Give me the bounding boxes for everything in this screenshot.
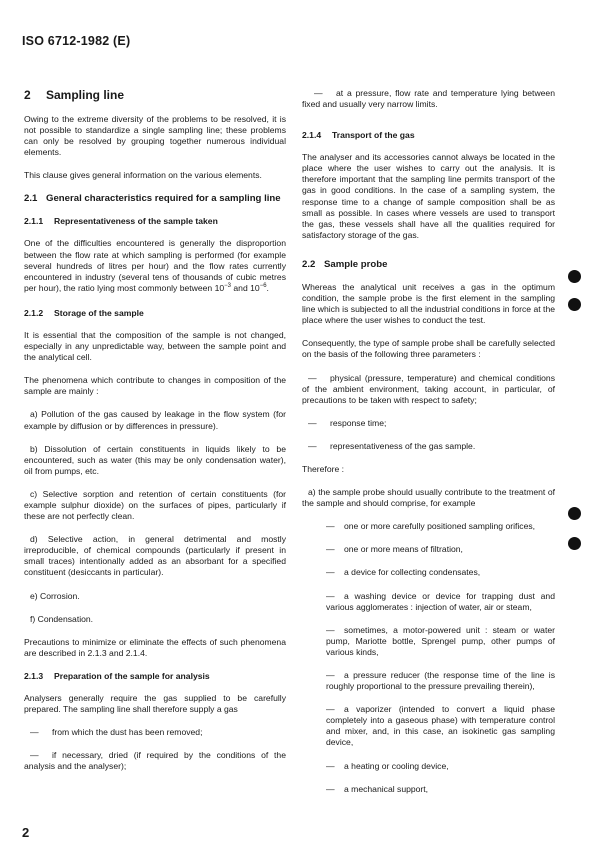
dash-list-item: — a washing device or device for trapping dust and various agglomerates : injection of water, air or steam, bbox=[326, 590, 555, 612]
paragraph: One of the difficulties encountered is generally the disproportion between the flow rate at which sampling is performed (for example several hundreds of litres per hour) and the flow rates currently encountered in industry (several tens of thousands of cubic metres per hour), the ratio lying most commonly between $10^{-3}$ and $10^{-6}$. bbox=[24, 238, 286, 293]
right-column bbox=[302, 88, 555, 807]
dash-list-item: — response time; bbox=[308, 417, 387, 428]
paragraph: Owing to the extreme diversity of the problems to be resolved, it is not possible to standardize a single sampling line; these problems can only be resolved by grouping together numerous individual elements. bbox=[24, 114, 286, 158]
revision-bullet-icon bbox=[568, 270, 581, 283]
paragraph: Analysers generally require the gas supplied to be carefully prepared. The sampling line shall therefore supply a gas bbox=[24, 692, 286, 714]
subsection-heading: 2.1 General characteristics required for a sampling line bbox=[24, 193, 281, 205]
dash-list-item: — from which the dust has been removed; bbox=[30, 727, 203, 738]
paragraph: It is essential that the composition of the sample is not changed, especially in any unpredictable way, between the sample point and the analytical cell. bbox=[24, 329, 286, 363]
dash-list-item: — if necessary, dried (if required by the conditions of the analysis and the analyser); bbox=[24, 750, 286, 772]
dash-list-item: — a pressure reducer (the response time of the line is roughly proportional to the pressure prevailing therein), bbox=[326, 670, 555, 692]
paragraph: Precautions to minimize or eliminate the effects of such phenomena are described in 2.1.3 and 2.1.4. bbox=[24, 636, 286, 658]
dash-list-item: — representativeness of the gas sample. bbox=[308, 440, 476, 451]
left-column bbox=[24, 88, 286, 784]
dash-list-item: — at a pressure, flow rate and temperature lying between fixed and usually very narrow limits. bbox=[302, 88, 555, 110]
subsection-heading: 2.2 Sample probe bbox=[302, 258, 388, 270]
section-heading: 2 Sampling line bbox=[24, 88, 125, 102]
dash-list-item: — physical (pressure, temperature) and chemical conditions of the ambient environment, taking account, in particular, of precautions to be taken with respect to safety; bbox=[302, 372, 555, 405]
list-item: b) Dissolution of certain constituents in liquids likely to be encountered, such as water (this may be only condensation water), oil from pumps, etc. bbox=[24, 443, 286, 476]
paragraph: Therefore : bbox=[302, 463, 345, 474]
list-item: c) Selective sorption and retention of certain constituents (for example sulphur dioxide) on the surfaces of pipes, particularly if these are not perfectly clean. bbox=[24, 488, 287, 522]
list-item: e) Corrosion. bbox=[30, 590, 80, 601]
dash-list-item: — a device for collecting condensates, bbox=[326, 567, 481, 578]
list-item: d) Selective action, in general detrimental and mostly irreproducible, of chemical compounds (particularly if present in small traces) intentionally added as an absorbant for a specified constituent (desiccants in particular). bbox=[24, 534, 286, 578]
dash-list-item: — one or more carefully positioned sampling orifices, bbox=[326, 521, 536, 532]
list-item: a) Pollution of the gas caused by leakage in the flow system (for example by diffusion or by differences in pressure). bbox=[24, 409, 286, 431]
dash-list-item: — one or more means of filtration, bbox=[326, 544, 463, 555]
paragraph: This clause gives general information on the various elements. bbox=[24, 170, 262, 181]
subsubsection-heading: 2.1.4 Transport of the gas bbox=[302, 130, 415, 141]
paragraph: The analyser and its accessories cannot always be located in the place where the user wishes to carry out the analysis. It is therefore important that the sampling line permits transport of the gas in good conditions. In the case of a sampling system, the response time to a change of sample composition shall be as small as possible. In cases where vessels are used to transport the gas, these vessels shall have all the qualities required for satisfactory storage of the gas. bbox=[302, 152, 555, 240]
list-item: f) Condensation. bbox=[30, 613, 94, 624]
revision-bullet-icon bbox=[568, 507, 581, 520]
page-number: 2 bbox=[22, 825, 30, 840]
dash-list-item: — a vaporizer (intended to convert a liquid phase completely into a gaseous phase) with temperature control and mixer, and, in this case, an isokinetic gas sampling device, bbox=[326, 704, 555, 748]
dash-list-item: — a heating or cooling device, bbox=[326, 760, 449, 771]
subsubsection-heading: 2.1.2 Storage of the sample bbox=[24, 307, 144, 318]
list-item: a) the sample probe should usually contribute to the treatment of the sample and should comprise, for example bbox=[302, 487, 556, 509]
revision-bullet-icon bbox=[568, 298, 581, 311]
subsubsection-heading: 2.1.3 Preparation of the sample for analysis bbox=[24, 670, 210, 681]
paragraph: Consequently, the type of sample probe shall be carefully selected on the basis of the following three parameters : bbox=[302, 338, 555, 360]
revision-bullet-icon bbox=[568, 537, 581, 550]
dash-list-item: — sometimes, a motor-powered unit : steam or water pump, Mariotte bottle, Sprengel pump, other pumps of various kinds, bbox=[326, 624, 555, 657]
document-header: ISO 6712-1982 (E) bbox=[22, 34, 131, 48]
dash-list-item: — a mechanical support, bbox=[326, 783, 429, 794]
subsubsection-heading: 2.1.1 Representativeness of the sample taken bbox=[24, 216, 218, 227]
paragraph: The phenomena which contribute to changes in composition of the sample are mainly : bbox=[24, 375, 286, 397]
paragraph: Whereas the analytical unit receives a gas in the optimum condition, the sample probe is the first element in the sampling line which is subjected to all the industrial conditions in force at the place where the user wishes to conduct the test. bbox=[302, 281, 555, 326]
